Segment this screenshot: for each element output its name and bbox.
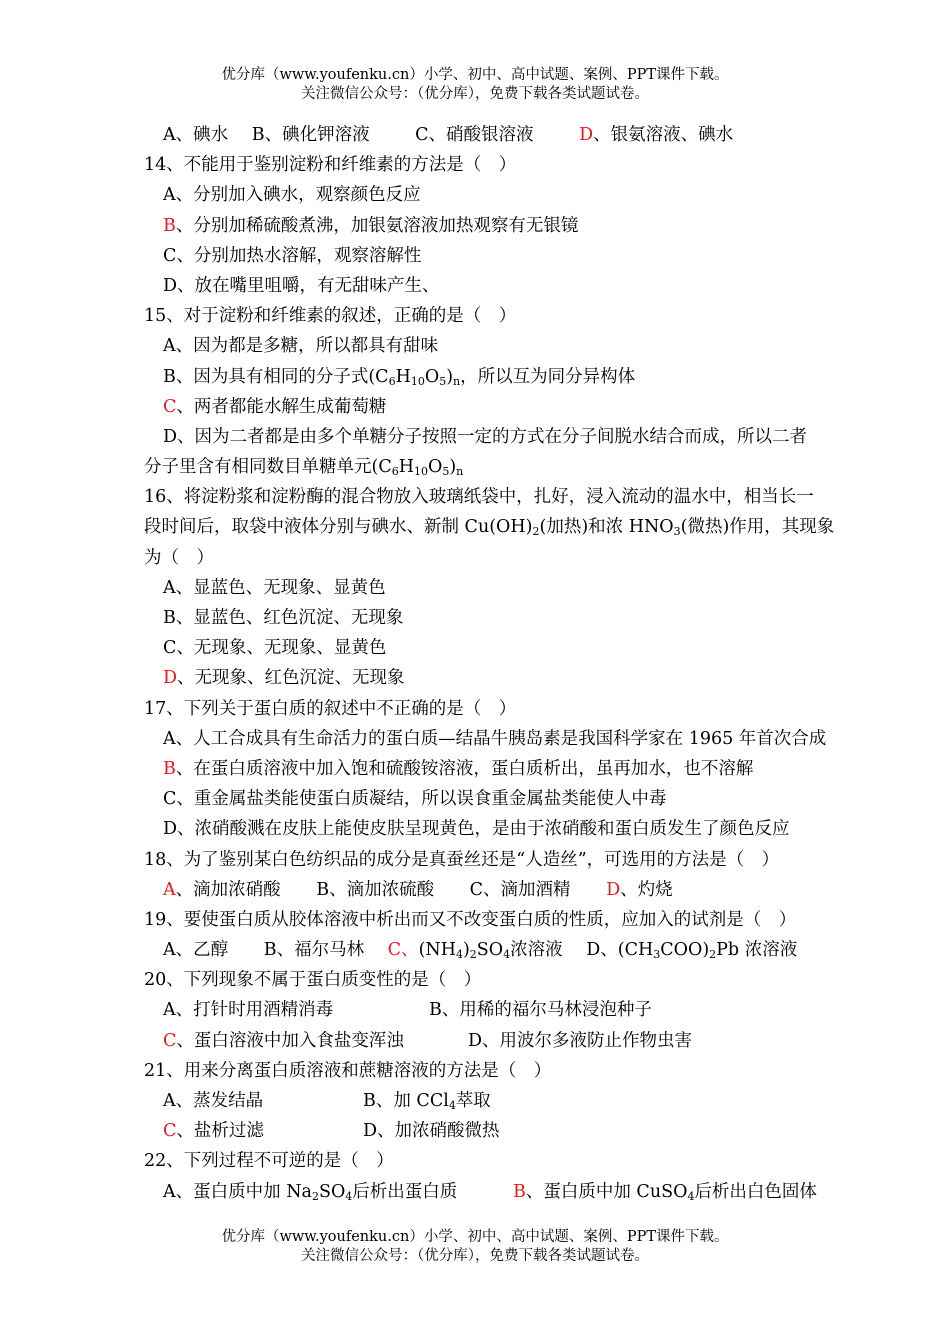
q13-answer-letter: D (579, 125, 594, 145)
q21-option-d: D、加浓硝酸微热 (363, 1121, 500, 1142)
q14-option-a: A、分别加入碘水，观察颜色反应 (163, 185, 421, 206)
header-line-1: 优分库（www.youfenku.cn）小学、初中、高中试题、案例、PPT课件下载。 (221, 67, 729, 83)
q13-option-a: A、碘水 (163, 125, 229, 145)
q14-option-c: C、分别加热水溶解，观察溶解性 (163, 245, 422, 266)
q17-option-b: B、在蛋白质溶液中加入饱和硫酸铵溶液，蛋白质析出，虽再加水，也不溶解 (163, 758, 754, 779)
q20-answer-letter: C (163, 1030, 177, 1051)
q16-option-d: D、无现象、红色沉淀、无现象 (163, 668, 405, 689)
q15-option-d-line2: 分子里含有相同数目单糖单元$(C_6H_{10}O_5)_n$ (144, 457, 464, 479)
q16-option-a: A、显蓝色、无现象、显黄色 (163, 577, 386, 598)
q19-option-d: D、$(CH_3COO)_2Pb$ 浓溶液 (586, 940, 798, 962)
q22-option-b: B、蛋白质中加 CuSO$_4$后析出白色固体 (513, 1181, 817, 1203)
q17-answer-letter: B (163, 758, 176, 779)
header-line-2: 关注微信公众号：（优分库），免费下载各类试题试卷。 (301, 86, 649, 102)
q16-answer-letter: D (163, 668, 178, 689)
q21-options-ab (144, 1086, 890, 1116)
q16-option-b: B、显蓝色、红色沉淀、无现象 (163, 608, 404, 628)
q17-stem: 17、下列关于蛋白质的叙述中不正确的是（ ） (144, 698, 517, 719)
q15-option-b: B、因为具有相同的分子式$(C_6H_{10}O_5)_n$，所以互为同分异构体 (163, 366, 636, 388)
q15-stem: 15、对于淀粉和纤维素的叙述，正确的是（ ） (144, 306, 517, 327)
q21-answer-letter: C (163, 1121, 177, 1142)
q16-stem-line3: 为（ ） (144, 547, 214, 568)
q15-answer-letter: C (163, 396, 177, 417)
page-footer (0, 1228, 950, 1266)
q22-options (144, 1177, 890, 1207)
q18-stem: 18、为了鉴别某白色纺织品的成分是真蚕丝还是“人造丝”，可选用的方法是（ ） (144, 849, 780, 870)
q14-option-d: D、放在嘴里咀嚼，有无甜味产生、 (163, 275, 440, 296)
q15-option-c: C、两者都能水解生成葡萄糖 (163, 396, 387, 417)
q20-options-cd (144, 1026, 890, 1056)
q17-option-c: C、重金属盐类能使蛋白质凝结，所以误食重金属盐类能使人中毒 (163, 789, 667, 810)
q18-option-a: A、滴加浓硝酸 (163, 879, 281, 900)
q21-options-cd (144, 1116, 890, 1146)
q15-option-d-line1: D、因为二者都是由多个单糖分子按照一定的方式在分子间脱水结合而成，所以二者 (163, 426, 808, 447)
q13-option-b: B、碘化钾溶液 (251, 125, 370, 145)
q20-option-d: D、用波尔多液防止作物虫害 (468, 1030, 693, 1051)
q17-option-d: D、浓硝酸溅在皮肤上能使皮肤呈现黄色，是由于浓硝酸和蛋白质发生了颜色反应 (163, 819, 790, 840)
q14-answer-letter: B (163, 215, 176, 236)
q19-option-c: C、$(NH_4)_2SO_4$浓溶液 (387, 940, 563, 962)
q21-option-a: A、蒸发结晶 (163, 1091, 264, 1111)
q21-option-b: B、加 CCl$_4$萃取 (363, 1091, 491, 1112)
q20-option-b: B、用稀的福尔马林浸泡种子 (429, 1000, 652, 1021)
q18-option-c: C、滴加酒精 (469, 879, 571, 900)
q22-answer-letter: B (513, 1181, 526, 1202)
q14-stem: 14、不能用于鉴别淀粉和纤维素的方法是（ ） (144, 155, 517, 176)
q15-option-a: A、因为都是多糖，所以都具有甜味 (163, 336, 439, 357)
q22-option-a: A、蛋白质中加 $Na_2SO_4$后析出蛋白质 (163, 1181, 458, 1203)
q18-answer-letter-d: D (606, 879, 621, 900)
q22-stem: 22、下列过程不可逆的是（ ） (144, 1151, 394, 1172)
footer-line-2: 关注微信公众号：（优分库），免费下载各类试题试卷。 (301, 1248, 649, 1264)
q20-option-c: C、蛋白溶液中加入食盐变浑浊 (163, 1030, 404, 1051)
q16-stem-line2: 段时间后，取袋中液体分别与碘水、新制 $Cu(OH)_2$(加热)和浓 $HNO_3$(微热)作用，其现象 (144, 517, 835, 539)
q21-stem: 21、用来分离蛋白质溶液和蔗糖溶液的方法是（ ） (144, 1060, 552, 1081)
q20-options-ab (144, 995, 890, 1025)
q18-options (144, 875, 890, 905)
q16-option-c: C、无现象、无现象、显黄色 (163, 638, 387, 659)
q19-option-b: B、福尔马林 (263, 940, 365, 961)
q18-option-b: B、滴加浓硫酸 (316, 879, 435, 900)
page-header (0, 66, 950, 104)
q18-option-d: D、灼烧 (606, 879, 673, 900)
q13-options (144, 120, 890, 150)
q19-option-a: A、乙醇 (163, 940, 229, 961)
q20-option-a: A、打针时用酒精消毒 (163, 1000, 334, 1021)
q21-option-c: C、盐析过滤 (163, 1121, 264, 1142)
q19-answer-letter: C、 (387, 940, 419, 961)
q13-option-c: C、硝酸银溶液 (415, 125, 534, 145)
q18-answer-letter-a: A (163, 879, 176, 900)
q16-stem-line1: 16、将淀粉浆和淀粉酶的混合物放入玻璃纸袋中，扎好，浸入流动的温水中，相当长一 (144, 487, 814, 508)
exam-content (144, 120, 890, 1207)
q19-options (144, 935, 890, 965)
q17-option-a: A、人工合成具有生命活力的蛋白质—结晶牛胰岛素是我国科学家在 1965 年首次合成 (163, 728, 827, 749)
q20-stem: 20、下列现象不属于蛋白质变性的是（ ） (144, 970, 482, 991)
q19-stem: 19、要使蛋白质从胶体溶液中析出而又不改变蛋白质的性质，应加入的试剂是（ ） (144, 909, 797, 930)
footer-line-1: 优分库（www.youfenku.cn）小学、初中、高中试题、案例、PPT课件下载。 (221, 1229, 729, 1245)
q14-option-b: B、分别加稀硫酸煮沸，加银氨溶液加热观察有无银镜 (163, 215, 579, 236)
q13-option-d: D、银氨溶液、碘水 (579, 125, 734, 145)
